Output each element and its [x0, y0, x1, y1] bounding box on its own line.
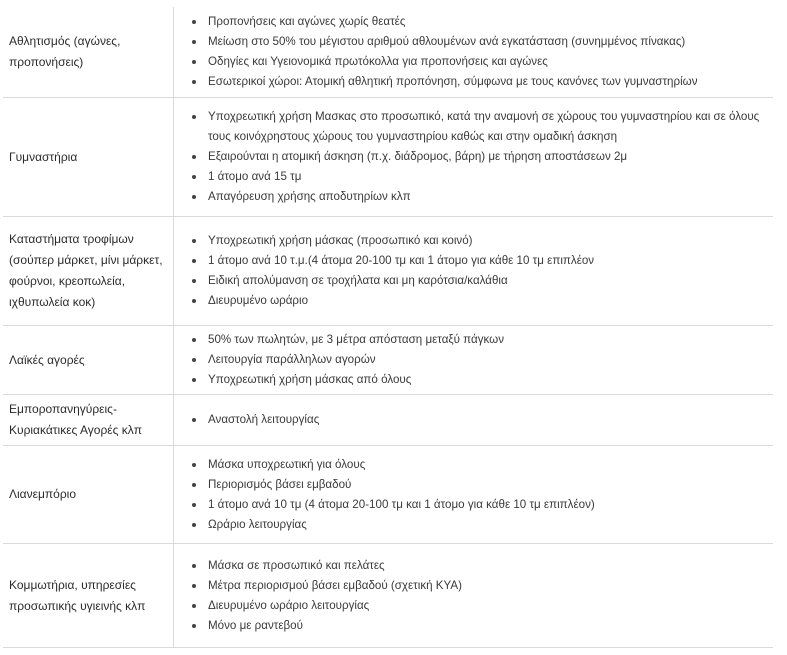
list-item: Υποχρεωτική χρήση Μασκας στο προσωπικό, κατά την αναμονή σε χώρους του γυμναστηρίου και σε όλους τους κοινόχρηστους χώρους του γυμναστηρίου καθώς και στην ομαδική άσκηση: [188, 107, 773, 147]
rules-cell: [174, 544, 774, 648]
list-item: Μόνο με ραντεβού: [188, 616, 773, 636]
list-item: Αναστολή λειτουργίας: [188, 410, 773, 430]
measures-table: [3, 7, 773, 648]
rules-cell: [174, 395, 774, 446]
rules-cell: [174, 446, 774, 544]
rule-list: [188, 12, 773, 92]
table-row: [3, 544, 773, 648]
list-item: Ωράριο λειτουργίας: [188, 515, 773, 535]
list-item: Μείωση στο 50% του μέγιστου αριθμού αθλουμένων ανά εγκατάσταση (συνημμένος πίνακας): [188, 32, 773, 52]
rules-cell: [174, 98, 774, 217]
list-item: Μάσκα υποχρεωτική για όλους: [188, 455, 773, 475]
table-row: [3, 217, 773, 326]
rule-list: [188, 410, 773, 430]
list-item: Εσωτερικοί χώροι: Ατομική αθλητική προπόνηση, σύμφωνα με τους κανόνες των γυμναστηρίων: [188, 72, 773, 92]
rule-list: [188, 231, 773, 311]
rule-list: [188, 455, 773, 535]
list-item: 50% των πωλητών, με 3 μέτρα απόσταση μεταξύ πάγκων: [188, 330, 773, 350]
category-cell: Καταστήματα τροφίμων (σούπερ μάρκετ, μίνι μάρκετ, φούρνοι, κρεοπωλεία, ιχθυπωλεία κοκ): [3, 217, 174, 326]
category-cell: Λιανεμπόριο: [3, 446, 174, 544]
list-item: Υποχρεωτική χρήση μάσκας από όλους: [188, 370, 773, 390]
list-item: Μέτρα περιορισμού βάσει εμβαδού (σχετική ΚΥΑ): [188, 576, 773, 596]
list-item: Εξαιρούνται η ατομική άσκηση (π.χ. διάδρομος, βάρη) με τήρηση αποστάσεων 2μ: [188, 147, 773, 167]
rules-cell: [174, 7, 774, 98]
table-row: [3, 446, 773, 544]
list-item: Περιορισμός βάσει εμβαδού: [188, 475, 773, 495]
list-item: 1 άτομο ανά 10 τμ (4 άτομα 20-100 τμ και 1 άτομο για κάθε 10 τμ επιπλέον): [188, 495, 773, 515]
list-item: 1 άτομο ανά 15 τμ: [188, 167, 773, 187]
category-cell: Κομμωτήρια, υπηρεσίες προσωπικής υγιεινής κλπ: [3, 544, 174, 648]
list-item: 1 άτομο ανά 10 τ.μ.(4 άτομα 20-100 τμ και 1 άτομο για κάθε 10 τμ επιπλέον: [188, 251, 773, 271]
rule-list: [188, 330, 773, 390]
table-row: [3, 7, 773, 98]
list-item: Μάσκα σε προσωπικό και πελάτες: [188, 556, 773, 576]
list-item: Λειτουργία παράλληλων αγορών: [188, 350, 773, 370]
rule-list: [188, 556, 773, 636]
rules-cell: [174, 217, 774, 326]
table-row: [3, 98, 773, 217]
rules-cell: [174, 326, 774, 395]
category-cell: Αθλητισμός (αγώνες, προπονήσεις): [3, 7, 174, 98]
list-item: Διευρυμένο ωράριο λειτουργίας: [188, 596, 773, 616]
category-cell: Γυμναστήρια: [3, 98, 174, 217]
category-cell: Εμποροπανηγύρεις-Κυριακάτικες Αγορές κλπ: [3, 395, 174, 446]
list-item: Οδηγίες και Υγειονομικά πρωτόκολλα για προπονήσεις και αγώνες: [188, 52, 773, 72]
list-item: Υποχρεωτική χρήση μάσκας (προσωπικό και κοινό): [188, 231, 773, 251]
table-row: [3, 395, 773, 446]
list-item: Διευρυμένο ωράριο: [188, 291, 773, 311]
rule-list: [188, 107, 773, 207]
list-item: Προπονήσεις και αγώνες χωρίς θεατές: [188, 12, 773, 32]
list-item: Ειδική απολύμανση σε τροχήλατα και μη καρότσια/καλάθια: [188, 271, 773, 291]
table-row: [3, 326, 773, 395]
list-item: Απαγόρευση χρήσης αποδυτηρίων κλπ: [188, 187, 773, 207]
category-cell: Λαϊκές αγορές: [3, 326, 174, 395]
